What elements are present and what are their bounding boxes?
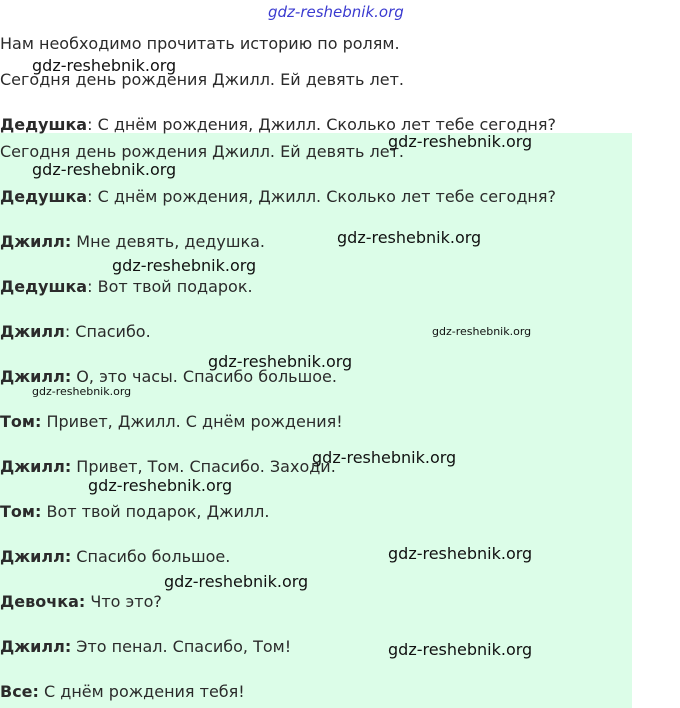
line-text: Привет, Том. Спасибо. Заходи. [71, 457, 336, 476]
dialogue-line [0, 592, 162, 612]
line-text: : С днём рождения, Джилл. Сколько лет тебе сегодня? [87, 187, 556, 206]
line-text: Спасибо большое. [71, 547, 231, 566]
watermark: gdz-reshebnik.org [32, 385, 132, 398]
line-text: О, это часы. Спасибо большое. [71, 367, 337, 386]
line-text: : Спасибо. [64, 322, 151, 341]
dialogue-line [0, 322, 151, 342]
watermark: gdz-reshebnik.org [208, 352, 353, 371]
watermark: gdz-reshebnik.org [32, 56, 177, 75]
line-text: Мне девять, дедушка. [71, 232, 266, 251]
speaker-name: Дедушка [0, 115, 88, 134]
intro-text: Нам необходимо прочитать историю по ролям. [0, 34, 400, 53]
speaker-name: Джилл: [0, 457, 72, 476]
dialogue-line [0, 637, 291, 657]
speaker-name: Девочка: [0, 592, 86, 611]
watermark: gdz-reshebnik.org [388, 132, 533, 151]
dialogue-line [0, 187, 556, 207]
speaker-name: Дедушка [0, 277, 88, 296]
watermark: gdz-reshebnik.org [88, 476, 233, 495]
line-text: : С днём рождения, Джилл. Сколько лет тебе сегодня? [87, 115, 556, 134]
speaker-name: Дедушка [0, 187, 88, 206]
watermark: gdz-reshebnik.org [388, 544, 533, 563]
speaker-name: Том: [0, 412, 42, 431]
speaker-name: Все: [0, 682, 39, 701]
narration-text-repeat: Сегодня день рождения Джилл. Ей девять лет. [0, 142, 404, 161]
dialogue-line [0, 502, 269, 522]
dialogue-line [0, 457, 336, 477]
speaker-name: Джилл: [0, 637, 72, 656]
dialogue-line [0, 277, 253, 297]
dialogue-line [0, 232, 265, 252]
line-text: С днём рождения тебя! [38, 682, 245, 701]
watermark: gdz-reshebnik.org [32, 160, 177, 179]
line-text: Это пенал. Спасибо, Том! [71, 637, 292, 656]
dialogue-line [0, 682, 245, 702]
line-text: Что это? [85, 592, 162, 611]
watermark: gdz-reshebnik.org [164, 572, 309, 591]
watermark: gdz-reshebnik.org [432, 325, 532, 338]
watermark: gdz-reshebnik.org [388, 640, 533, 659]
speaker-name: Джилл [0, 322, 65, 341]
watermark: gdz-reshebnik.org [312, 448, 457, 467]
narration-text: Сегодня день рождения Джилл. Ей девять лет. [0, 70, 404, 89]
line-text: Привет, Джилл. С днём рождения! [41, 412, 343, 431]
speaker-name: Том: [0, 502, 42, 521]
dialogue-line [0, 412, 343, 432]
speaker-name: Джилл: [0, 367, 72, 386]
dialogue-line [0, 547, 230, 567]
header-watermark: gdz-reshebnik.org [268, 3, 404, 21]
watermark: gdz-reshebnik.org [337, 228, 482, 247]
speaker-name: Джилл: [0, 547, 72, 566]
line-text: Вот твой подарок, Джилл. [41, 502, 270, 521]
line-text: : Вот твой подарок. [87, 277, 253, 296]
watermark: gdz-reshebnik.org [112, 256, 257, 275]
speaker-name: Джилл: [0, 232, 72, 251]
